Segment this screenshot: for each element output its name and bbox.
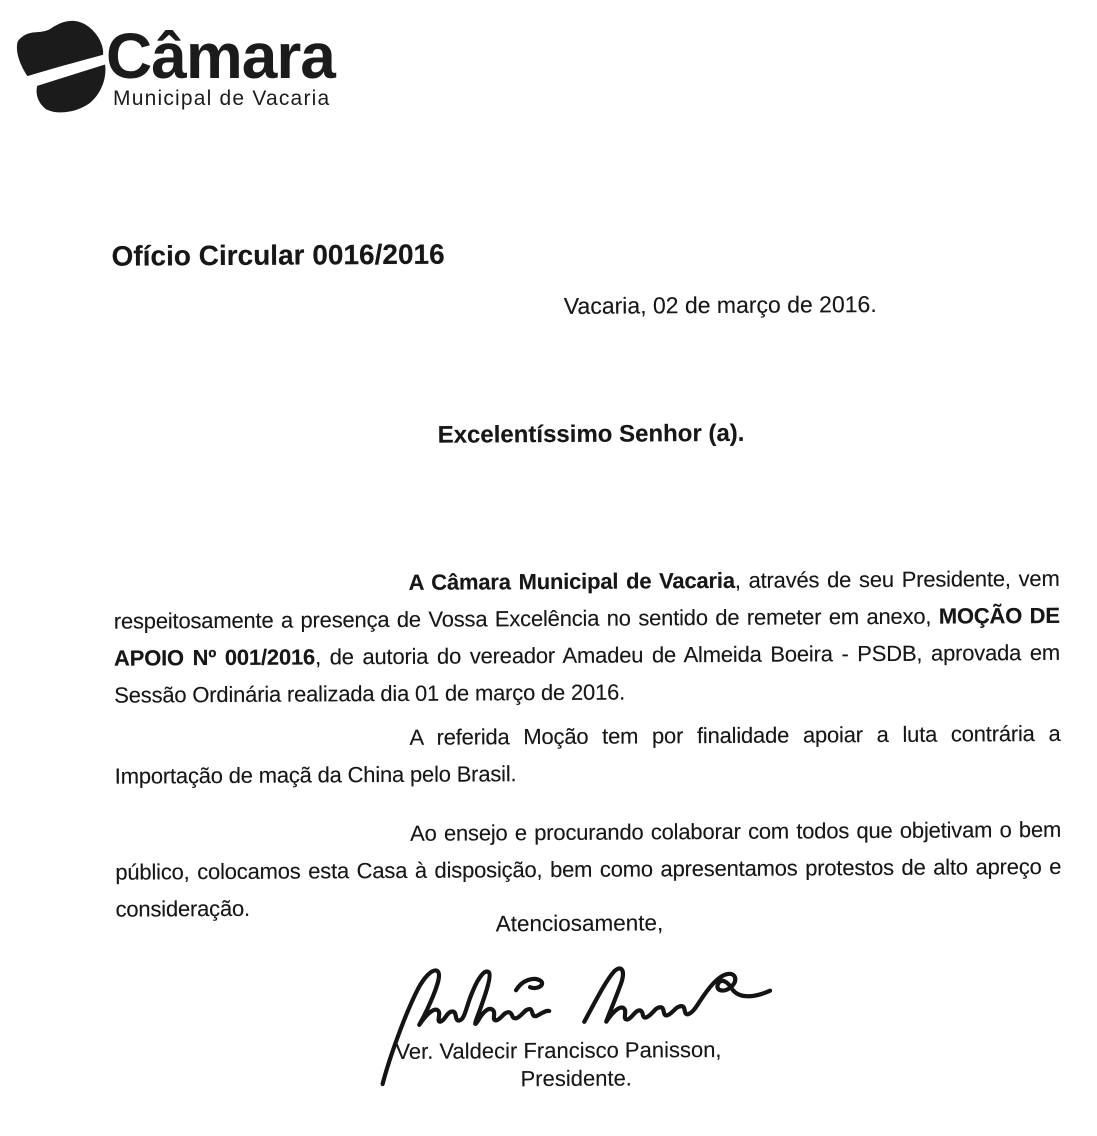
motion-reference-bold: MOÇÃO DE APOIO Nº 001/2016	[113, 602, 1060, 671]
paragraph-motion-purpose: A referida Moção tem por finalidade apoiar a luta contrária a Importação de maçã da China pelo Brasil.	[114, 720, 1061, 789]
org-name-bold: A Câmara Municipal de Vacaria	[408, 567, 735, 595]
paragraph-text: , através de seu Presidente, vem respeitosamente a presença de Vossa Excelência no sentido de remeter em anexo,	[113, 565, 1060, 634]
org-name: Câmara	[106, 20, 335, 92]
signer-title: Presidente.	[520, 1065, 632, 1092]
document-reference: Ofício Circular 0016/2016	[111, 238, 445, 272]
date-line: Vacaria, 02 de março de 2016.	[563, 291, 877, 319]
paragraph-text: , de autoria do vereador Amadeu de Almeida Boeira - PSDB, aprovada em Sessão Ordinária realizada dia 01 de março de 2016.	[114, 639, 1061, 708]
closing-salutation: Atenciosamente,	[495, 910, 664, 937]
paragraph-courtesy: Ao ensejo e procurando colaborar com todos que objetivam o bem público, colocamos esta Casa à disposição, bem como apresentamos protestos de alto apreço e consideração.	[115, 816, 1062, 922]
org-subtitle: Municipal de Vacaria	[113, 87, 331, 110]
paragraph-motion-remittance	[113, 560, 1060, 714]
signer-name: Ver. Valdecir Francisco Panisson,	[395, 1036, 722, 1064]
salutation: Excelentíssimo Senhor (a).	[437, 419, 745, 449]
